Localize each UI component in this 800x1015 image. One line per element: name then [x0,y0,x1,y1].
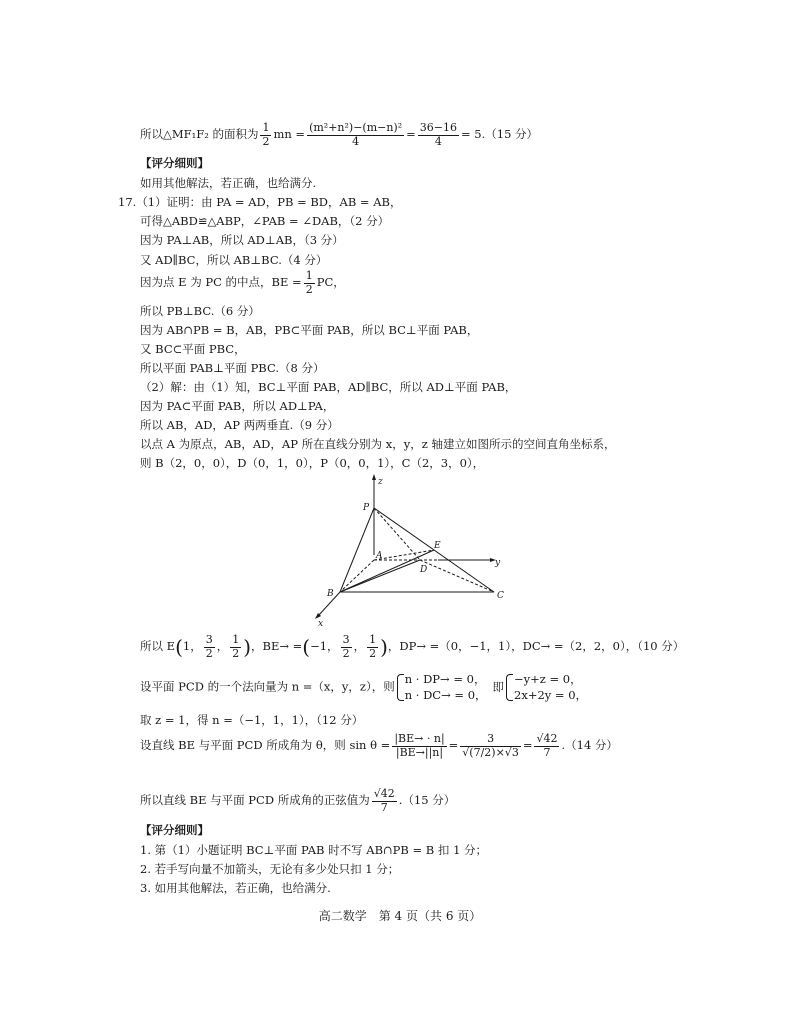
text-line: 又 BC⊂平面 PBC， [140,342,246,356]
fraction: $\frac{36-16}{4}$ [419,121,457,148]
fraction: $\frac{1}{2}$ [262,121,270,148]
label-x: x [318,619,324,629]
coordinate-figure [0,470,800,630]
edge-AE [374,550,434,560]
text-line: 17.（1）证明：由 PA = AD，PB = BD，AB = AB， [118,195,402,209]
text-line: 所以 AB，AD，AP 两两垂直.（9 分） [140,418,339,432]
x-axis [340,560,374,592]
sin-line: 设直线 BE 与平面 PCD 所成角为 θ，则 sin θ = $\frac{|BE\to \cdot n|}{|BE\to||n|}$ = $\frac{3}{√(7/2)\times√3}$ = $\frac{√42}{7}$ .（14 分） [140,732,618,759]
text-line: （2）解：由（1）知，BC⊥平面 PAB，AD∥BC，所以 AD⊥平面 PAB， [140,380,517,394]
vector-line: 所以 E(1， $\frac{3}{2}$ ， $\frac{1}{2}$ )，BE→ =(−1， $\frac{3}{2}$ ， $\frac{1}{2}$ )，DP→ =（0，−1，1），DC→ =（2，2，0），（10 分） [140,633,685,660]
normal-line: 设平面 PCD 的一个法向量为 n =（x，y，z），则 n · DP→ = 0， n · DC→ = 0， 即 −y+z = 0， 2x+2y = 0， [140,672,588,702]
rubric-item: 1. 第（1）小题证明 BC⊥平面 PAB 时不写 AB∩PB = B 扣 1 分； [140,843,488,857]
fraction: $\frac{\text{(m²+n²)−(m−n)²}}{4}$ [309,121,403,148]
label-z: z [378,477,383,487]
edge-DC [420,560,494,592]
text-line: 因为 PA⊂平面 PAB，所以 AD⊥PA， [140,399,335,413]
rubric-item: 3. 如用其他解法，若正确，也给满分. [140,881,331,895]
label-E: E [434,541,441,551]
text-line: 可得△ABD≌△ABP，∠PAB = ∠DAB，（2 分） [140,214,390,228]
page-footer: 高二数学 第 4 页（共 6 页） [318,909,482,923]
edge-BD [340,560,420,592]
text-line: 取 z = 1，得 n =（−1，1，1），（12 分） [140,713,364,727]
text-line: 所以平面 PAB⊥平面 PBC.（8 分） [140,361,325,375]
text-line: 因为点 E 为 PC 的中点，BE = $\frac{1}{2}$ PC， [140,269,345,296]
text-line: 以点 A 为原点，AB，AD，AP 所在直线分别为 x，y，z 轴建立如图所示的空间直角坐标系， [140,437,616,451]
text-line: 又 AD∥BC，所以 AB⊥BC.（4 分） [140,253,328,267]
final-line: 所以直线 BE 与平面 PCD 所成角的正弦值为 $\frac{√42}{7}$ .（15 分） [140,787,456,814]
label-C: C [497,591,504,601]
text-line: 因为 PA⊥AB，所以 AD⊥AB，（3 分） [140,233,344,247]
text-line: 因为 AB∩PB = B，AB，PB⊂平面 PAB，所以 BC⊥平面 PAB， [140,323,479,337]
text-line: 则 B（2，0，0），D（0，1，0），P（0，0，1），C（2，3，0）， [140,456,485,470]
rubric-heading: 【评分细则】 [140,156,209,170]
label-B: B [327,589,334,599]
rubric-heading: 【评分细则】 [140,823,209,837]
label-A: A [376,551,383,561]
text-line: 所以 PB⊥BC.（6 分） [140,304,260,318]
label-P: P [363,503,370,513]
area-text: 所以△MF₁F₂ 的面积为 [140,127,259,142]
label-D: D [420,565,428,575]
label-y: y [495,558,501,568]
area-line: 所以△MF₁F₂ 的面积为 $\frac{1}{2}$ mn = $\frac{\text{(m²+n²)−(m−n)²}}{4}$ = $\frac{36-16}{4}$ = 5.（15 分） [140,121,539,148]
rubric-text: 如用其他解法，若正确，也给满分. [140,176,317,190]
rubric-item: 2. 若手写向量不加箭头，无论有多少处只扣 1 分； [140,862,400,876]
